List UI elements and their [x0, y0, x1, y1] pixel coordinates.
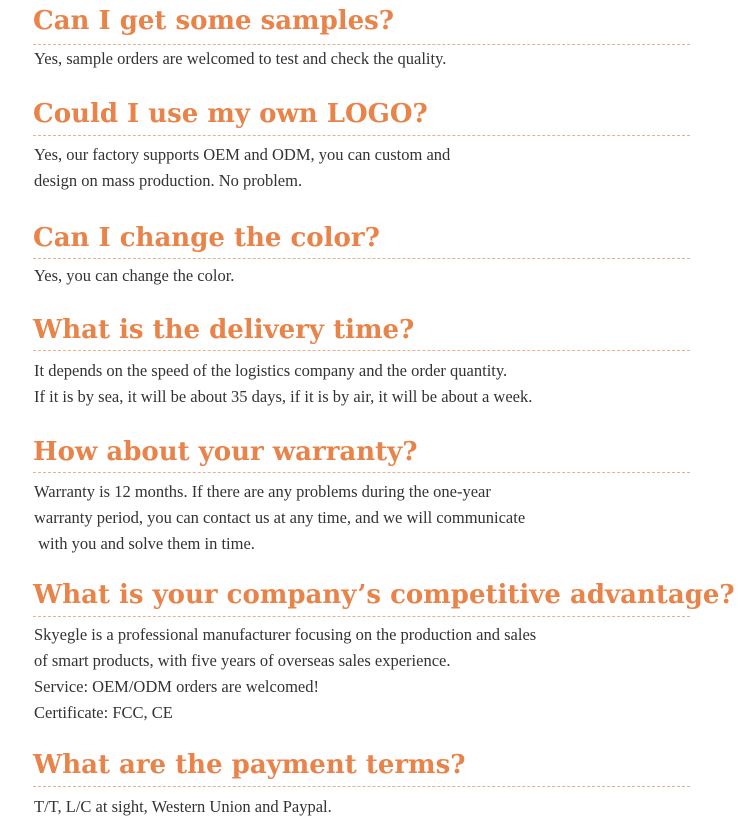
faq-answer-line: If it is by sea, it will be about 35 days, if it is by air, it will be about a week. [34, 387, 533, 406]
faq-answer-line: Certificate: FCC, CE [34, 703, 173, 722]
faq-answer [34, 479, 525, 557]
faq-answer-line: warranty period, you can contact us at any time, and we will communicate [34, 508, 526, 527]
faq-answer-line: Yes, sample orders are welcomed to test and check the quality. [34, 49, 447, 68]
faq-answer-line: Skyegle is a professional manufacturer focusing on the production and sales [34, 625, 537, 644]
faq-answer-line: It depends on the speed of the logistics company and the order quantity. [34, 361, 508, 380]
faq-answer-line: Service: OEM/ODM orders are welcomed! [34, 677, 319, 696]
faq-answer-line: design on mass production. No problem. [34, 171, 303, 190]
faq-question: What is the delivery time? [33, 315, 415, 345]
faq-question: Can I get some samples? [33, 6, 395, 36]
faq-question: Could I use my own LOGO? [33, 99, 428, 129]
faq-divider [33, 135, 690, 136]
faq-answer [34, 622, 536, 726]
faq-answer [34, 46, 446, 72]
faq-answer-line: Yes, you can change the color. [34, 266, 235, 285]
faq-answer-line: of smart products, with five years of overseas sales experience. [34, 651, 451, 670]
faq-divider [33, 350, 690, 351]
faq-answer [34, 142, 450, 194]
faq-answer-line: Yes, our factory supports OEM and ODM, you can custom and [34, 145, 451, 164]
faq-divider [33, 472, 690, 473]
faq-answer [34, 263, 234, 289]
faq-question: Can I change the color? [33, 223, 380, 253]
faq-divider [33, 258, 690, 259]
faq-divider [33, 786, 690, 787]
faq-divider [33, 616, 690, 617]
faq-question: What are the payment terms? [33, 750, 466, 780]
faq-question: What is your company’s competitive advantage? [33, 580, 735, 610]
faq-answer-line: with you and solve them in time. [34, 534, 255, 553]
faq-answer-line: T/T, L/C at sight, Western Union and Paypal. [34, 797, 332, 816]
faq-divider [33, 44, 690, 45]
faq-answer [34, 358, 532, 410]
faq-question: How about your warranty? [33, 437, 418, 467]
faq-answer-line: Warranty is 12 months. If there are any problems during the one-year [34, 482, 491, 501]
faq-answer [34, 794, 332, 820]
